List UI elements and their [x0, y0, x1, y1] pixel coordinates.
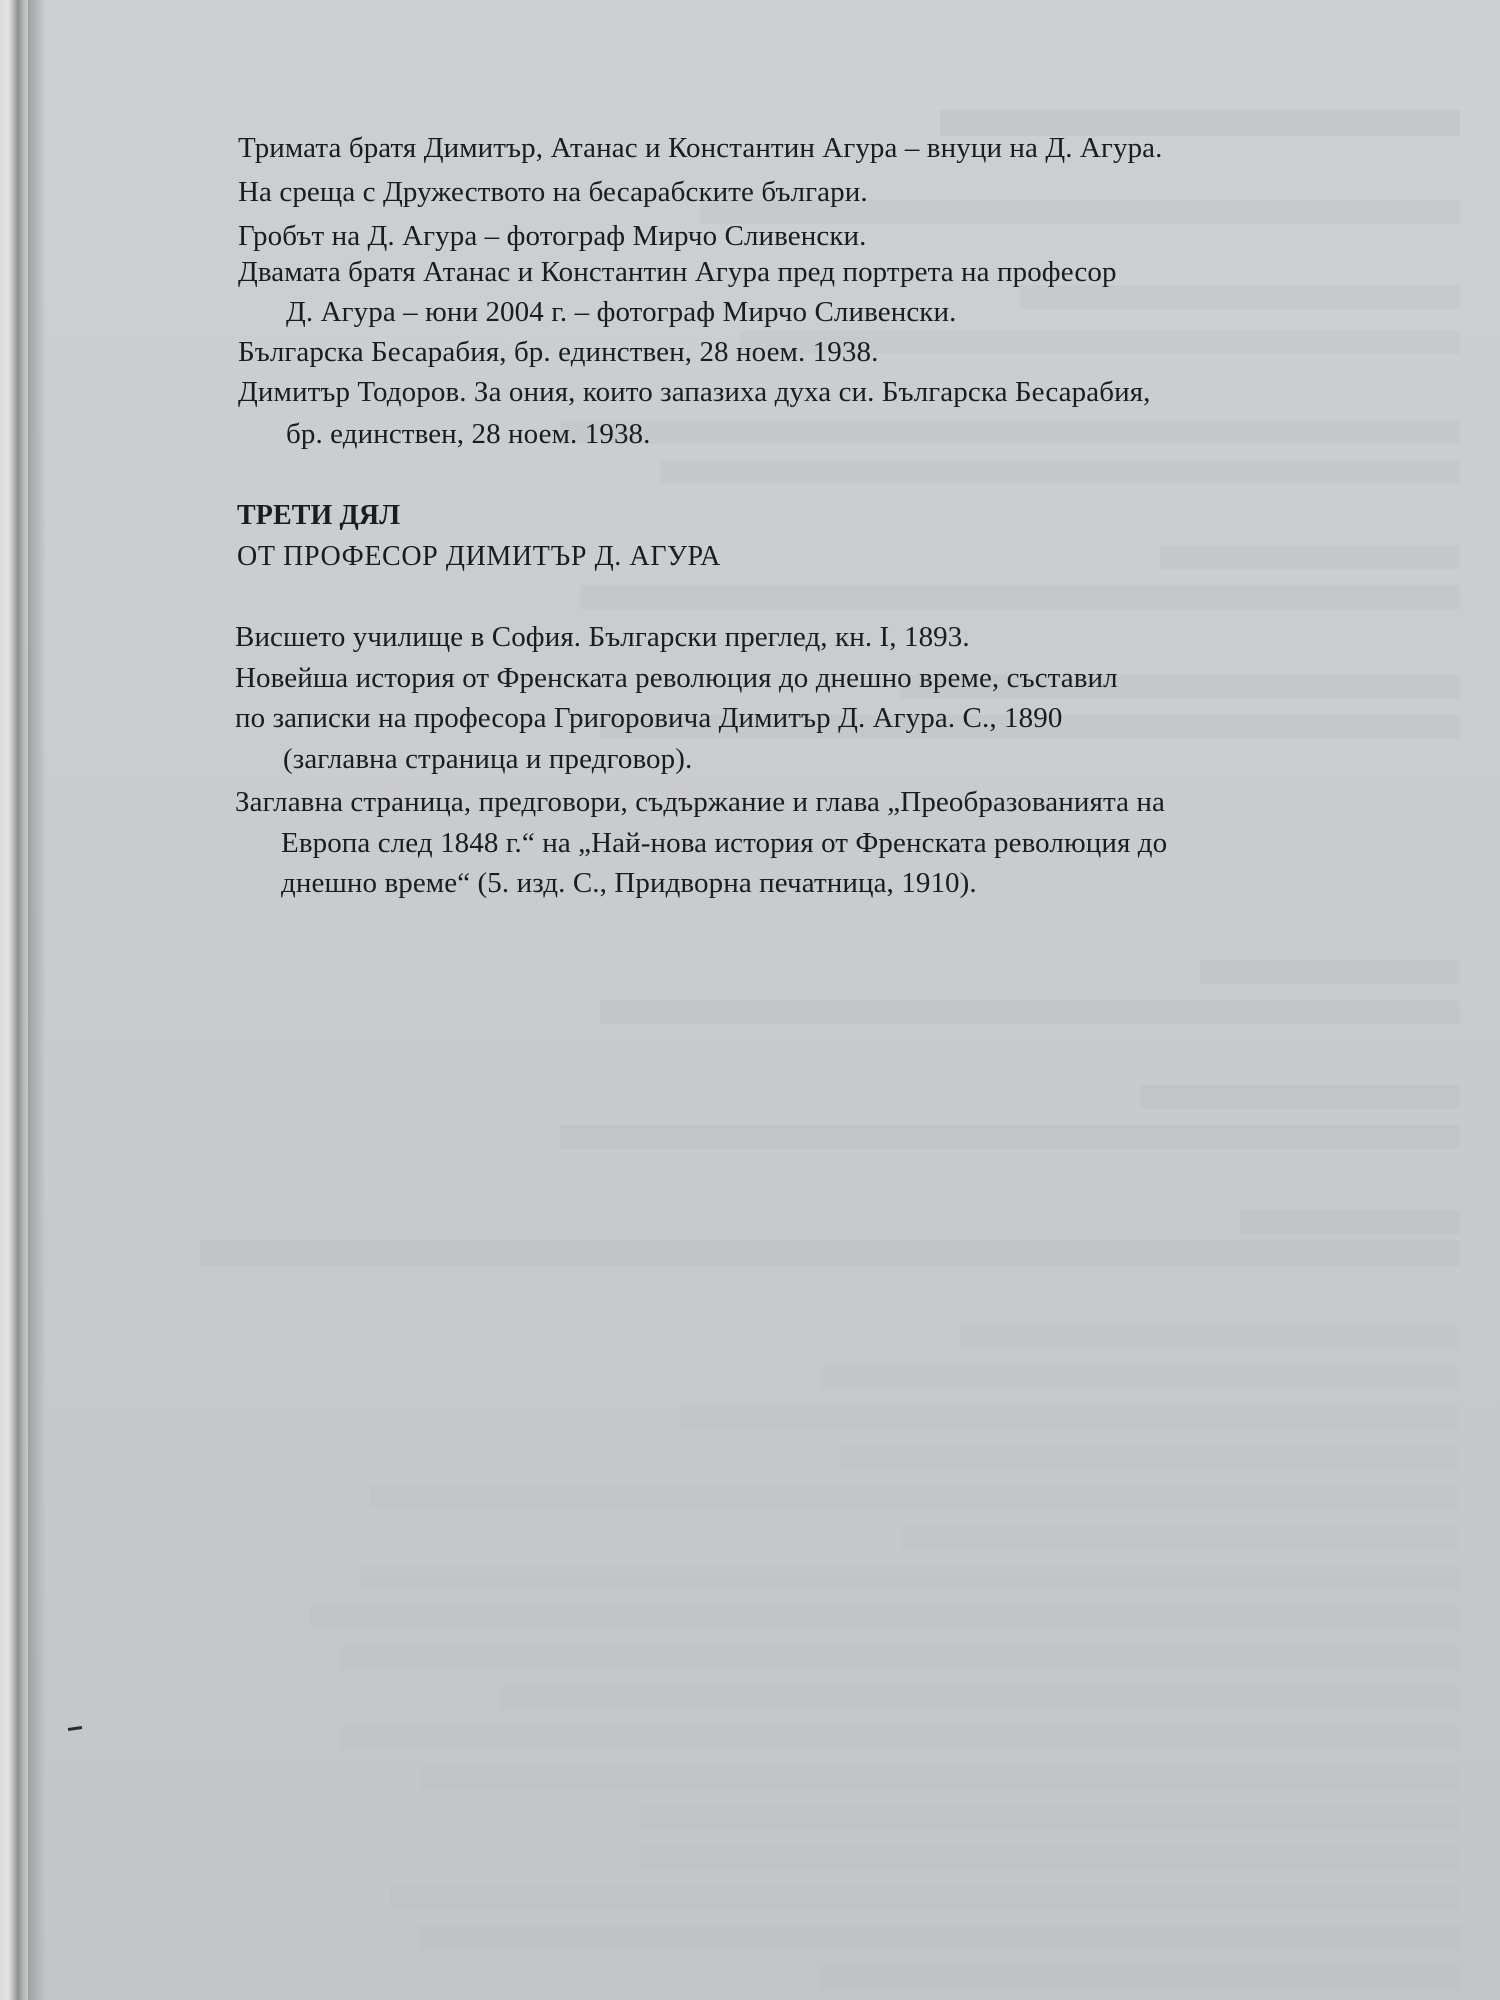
list-item: Двамата братя Атанас и Константин Агура пред портрета на професор	[238, 256, 1117, 288]
list-item: Заглавна страница, предговори, съдържание и глава „Преобразованията на	[235, 786, 1166, 818]
list-item-continuation: бр. единствен, 28 ноем. 1938.	[286, 418, 651, 450]
list-item-continuation: Европа след 1848 г.“ на „Най-нова история от Френската революция до	[281, 827, 1168, 859]
list-item: Тримата братя Димитър, Атанас и Константин Агура – внуци на Д. Агура.	[238, 132, 1163, 164]
page-sheet	[28, 0, 1500, 2000]
part-three-subheading: ОТ ПРОФЕСОР ДИМИТЪР Д. АГУРА	[237, 541, 721, 572]
list-item: Висшето училище в София. Български преглед, кн. I, 1893.	[235, 621, 970, 653]
list-item: На среща с Дружеството на бесарабските българи.	[238, 176, 868, 208]
list-item-continuation: по записки на професора Григоровича Димитър Д. Агура. С., 1890	[235, 702, 1063, 734]
part-three-heading: ТРЕТИ ДЯЛ	[237, 500, 401, 531]
list-item-continuation: днешно време“ (5. изд. С., Придворна печатница, 1910).	[281, 867, 977, 899]
list-item: Димитър Тодоров. За ония, които запазиха духа си. Българска Бесарабия,	[238, 376, 1151, 408]
list-item-continuation: Д. Агура – юни 2004 г. – фотограф Мирчо Сливенски.	[286, 296, 957, 328]
list-item: Новейша история от Френската революция до днешно време, съставил	[235, 662, 1118, 694]
list-item: Българска Бесарабия, бр. единствен, 28 ноем. 1938.	[238, 336, 879, 368]
list-item-continuation: (заглавна страница и предговор).	[283, 743, 693, 775]
list-item: Гробът на Д. Агура – фотограф Мирчо Сливенски.	[238, 220, 867, 252]
page-text	[28, 0, 1500, 2000]
